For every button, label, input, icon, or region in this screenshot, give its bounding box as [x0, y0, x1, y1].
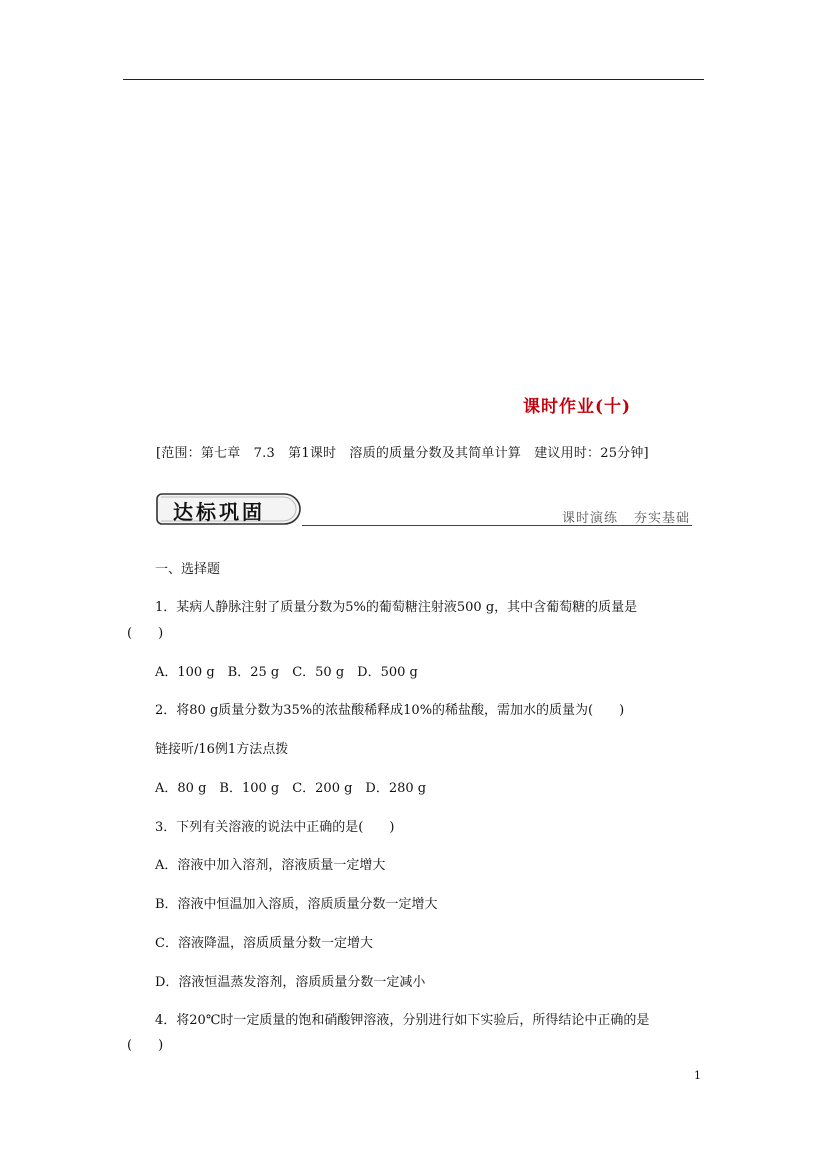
- banner-label: 达标巩固: [173, 500, 265, 524]
- banner-subtitle: [562, 507, 690, 526]
- question-1-stem: 1．某病人静脉注射了质量分数为5%的葡萄糖注射液500 g，其中含葡萄糖的质量是: [155, 600, 638, 615]
- section-banner: [156, 490, 692, 532]
- question-2-link: 链接听/16例1方法点拨: [155, 742, 289, 757]
- scope-line: [范围：第七章 7.3 第1课时 溶质的质量分数及其简单计算 建议用时：25分钟]: [156, 446, 649, 461]
- homework-title: 课时作业(十): [523, 397, 632, 417]
- question-4-blank: ( ): [127, 1038, 164, 1053]
- banner-subtitle-1: 课时演练: [561, 511, 618, 526]
- question-3-option-a: A．溶液中加入溶剂，溶液质量一定增大: [155, 858, 386, 873]
- question-3-option-c: C．溶液降温，溶质质量分数一定增大: [155, 936, 373, 951]
- section-heading: 一、选择题: [155, 562, 221, 577]
- header-rule: [123, 79, 704, 80]
- question-3-option-b: B．溶液中恒温加入溶质，溶质质量分数一定增大: [155, 897, 438, 912]
- question-3-option-d: D．溶液恒温蒸发溶剂，溶质质量分数一定减小: [155, 975, 426, 990]
- question-2-options: A．80 g B．100 g C．200 g D．280 g: [155, 781, 427, 796]
- question-4-stem: 4．将20℃时一定质量的饱和硝酸钾溶液，分别进行如下实验后，所得结论中正确的是: [155, 1013, 650, 1028]
- question-1-options: A．100 g B．25 g C．50 g D．500 g: [155, 665, 418, 680]
- question-2-stem: 2．将80 g质量分数为35%的浓盐酸稀释成10%的稀盐酸，需加水的质量为( ): [155, 703, 625, 718]
- question-3-stem: 3．下列有关溶液的说法中正确的是( ): [155, 820, 395, 835]
- banner-subtitle-2: 夯实基础: [633, 511, 690, 526]
- page-number: 1: [694, 1069, 701, 1082]
- question-1-blank: ( ): [127, 626, 164, 641]
